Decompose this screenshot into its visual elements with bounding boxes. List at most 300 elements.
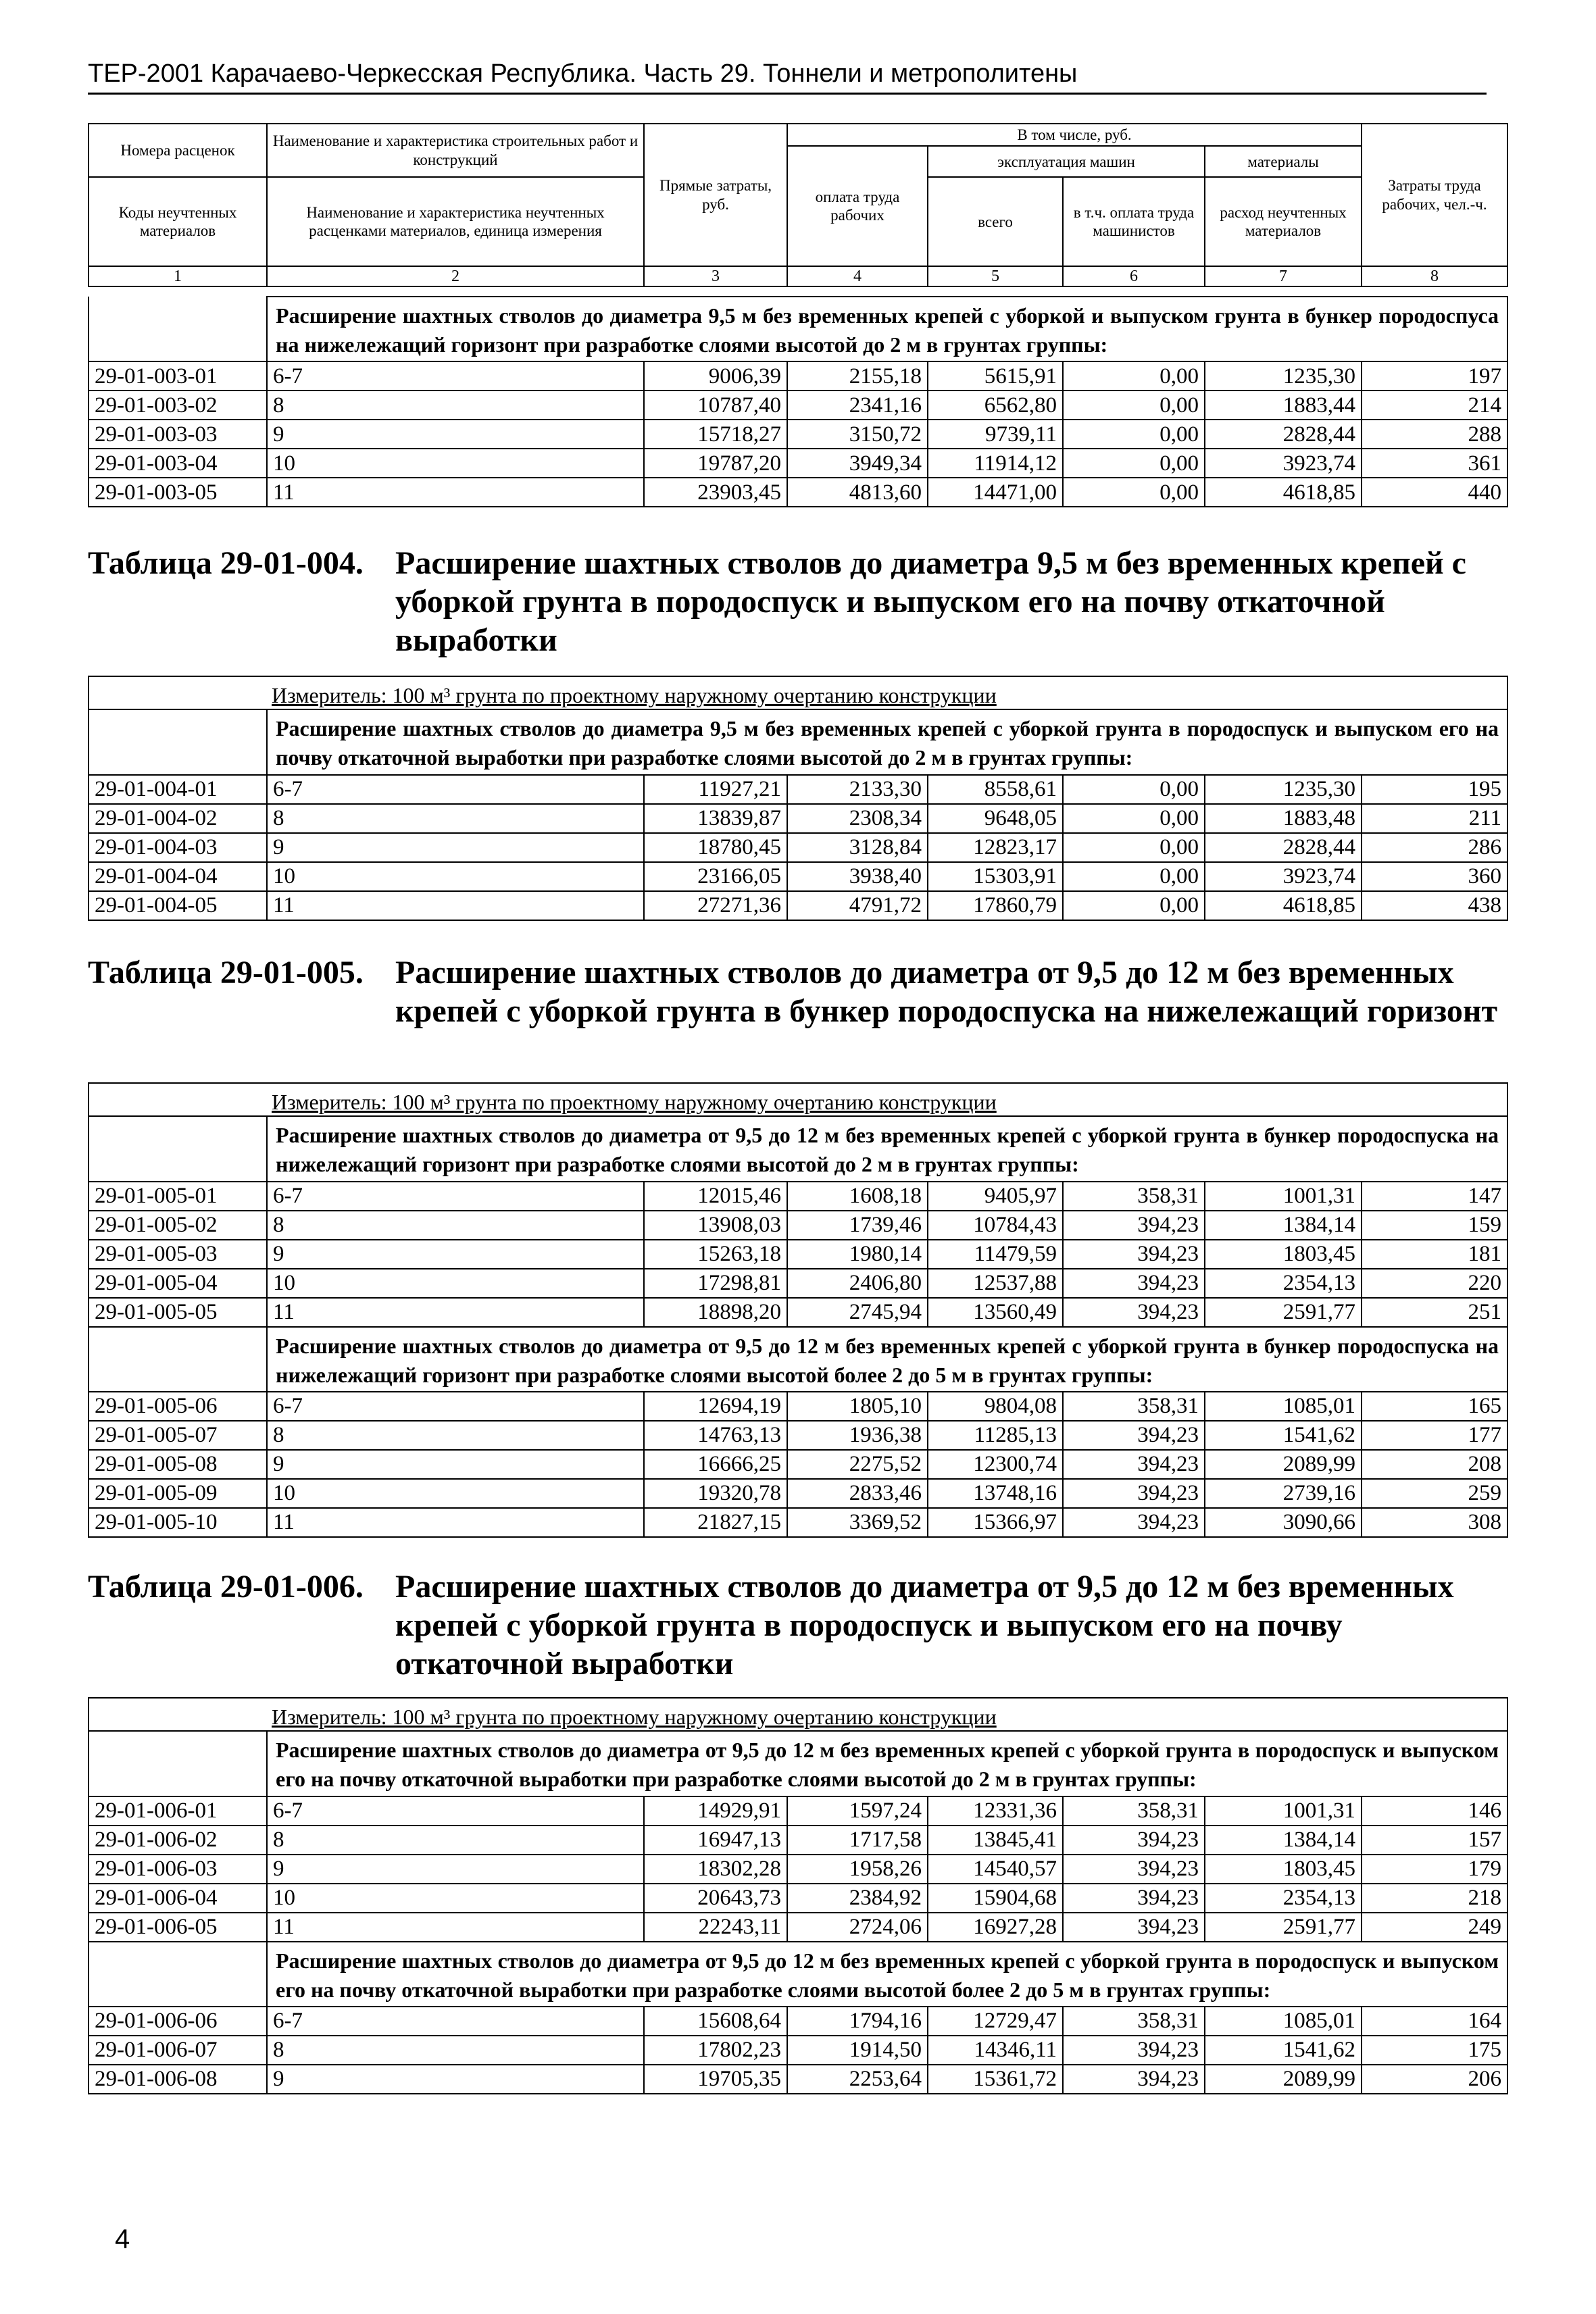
machine-total: 9405,97 [928,1182,1063,1211]
wage-cost: 3949,34 [787,449,928,478]
table-measure [89,1698,1507,1731]
machine-wage: 394,23 [1063,1508,1205,1537]
rate-code: 29-01-006-03 [89,1855,267,1884]
data-table [88,1082,1508,1538]
materials-cost: 2354,13 [1205,1269,1362,1298]
soil-group: 11 [267,478,644,507]
table-row [89,1508,1507,1537]
machine-total: 12300,74 [928,1450,1063,1479]
materials-cost: 1235,30 [1205,361,1362,391]
materials-cost: 1001,31 [1205,1796,1362,1826]
materials-cost: 1235,30 [1205,775,1362,804]
direct-cost: 23166,05 [644,862,787,891]
materials-cost: 1085,01 [1205,2007,1362,2036]
table-29-01-006 [88,1697,1507,2094]
soil-group: 10 [267,1479,644,1508]
direct-cost: 18302,28 [644,1855,787,1884]
table-row [89,1240,1507,1269]
caption-spacer [89,1327,267,1392]
machine-wage: 394,23 [1063,1479,1205,1508]
machine-wage: 394,23 [1063,1913,1205,1942]
machine-total: 16927,28 [928,1913,1063,1942]
materials-cost: 3923,74 [1205,862,1362,891]
soil-group: 11 [267,1298,644,1327]
labor-hours: 146 [1362,1796,1507,1826]
materials-cost: 2828,44 [1205,833,1362,862]
col-num-3: 3 [644,266,787,286]
table-measure [89,676,1507,709]
table-title-004 [88,544,1507,659]
soil-group: 9 [267,1450,644,1479]
wage-cost: 3128,84 [787,833,928,862]
direct-cost: 23903,45 [644,478,787,507]
col-materials: материалы [1205,146,1362,177]
col-num-5: 5 [928,266,1063,286]
table-29-01-005 [88,1082,1507,1538]
table-title-006 [88,1567,1507,1683]
machine-wage: 0,00 [1063,891,1205,920]
rate-code: 29-01-005-01 [89,1182,267,1211]
machine-wage: 394,23 [1063,1421,1205,1450]
soil-group: 6-7 [267,1392,644,1421]
direct-cost: 15608,64 [644,2007,787,2036]
materials-cost: 1541,62 [1205,2036,1362,2065]
table-row [89,833,1507,862]
materials-cost: 1384,14 [1205,1826,1362,1855]
soil-group: 11 [267,891,644,920]
rate-code: 29-01-006-01 [89,1796,267,1826]
table-row [89,1298,1507,1327]
machine-wage: 358,31 [1063,1796,1205,1826]
table-row [89,1796,1507,1826]
wage-cost: 2275,52 [787,1450,928,1479]
table-row [89,1479,1507,1508]
machine-wage: 394,23 [1063,1855,1205,1884]
table-row [89,1450,1507,1479]
rate-code: 29-01-005-03 [89,1240,267,1269]
measure-text: Измеритель: 100 м³ грунта по проектному наружному очертанию конструкции [272,1090,997,1114]
machine-wage: 394,23 [1063,2065,1205,2094]
table-29-01-004 [88,676,1507,921]
soil-group: 8 [267,1826,644,1855]
wage-cost: 1805,10 [787,1392,928,1421]
wage-cost: 1608,18 [787,1182,928,1211]
measure-text: Измеритель: 100 м³ грунта по проектному наружному очертанию конструкции [272,683,997,707]
wage-cost: 4813,60 [787,478,928,507]
col-num-2: 2 [267,266,644,286]
table-row [89,1421,1507,1450]
materials-cost: 2739,16 [1205,1479,1362,1508]
machine-wage: 0,00 [1063,833,1205,862]
direct-cost: 13839,87 [644,804,787,833]
wage-cost: 1597,24 [787,1796,928,1826]
machine-wage: 394,23 [1063,1211,1205,1240]
machine-wage: 358,31 [1063,2007,1205,2036]
col-mat-expense: расход неучтенных материалов [1205,177,1362,266]
machine-wage: 394,23 [1063,1298,1205,1327]
rate-code: 29-01-006-02 [89,1826,267,1855]
table-row [89,891,1507,920]
direct-cost: 18898,20 [644,1298,787,1327]
wage-cost: 1958,26 [787,1855,928,1884]
direct-cost: 12015,46 [644,1182,787,1211]
labor-hours: 308 [1362,1508,1507,1537]
col-mach-wage: в т.ч. оплата труда машинистов [1063,177,1205,266]
col-machines: эксплуатация машин [928,146,1205,177]
direct-cost: 16666,25 [644,1450,787,1479]
wage-cost: 2406,80 [787,1269,928,1298]
caption-spacer [89,1731,267,1796]
machine-total: 11285,13 [928,1421,1063,1450]
materials-cost: 1803,45 [1205,1240,1362,1269]
machine-total: 9739,11 [928,420,1063,449]
direct-cost: 27271,36 [644,891,787,920]
labor-hours: 440 [1362,478,1507,507]
rate-code: 29-01-003-05 [89,478,267,507]
direct-cost: 20643,73 [644,1884,787,1913]
machine-total: 12729,47 [928,2007,1063,2036]
column-header-table [88,123,1508,287]
group-caption: Расширение шахтных стволов до диаметра 9,5 м без временных крепей с уборкой и выпуском грунта в бункер породоспуса на нижележащий горизонт при разработке слоями высотой до 2 м в грунтах группы: [267,297,1507,361]
wage-cost: 1717,58 [787,1826,928,1855]
rate-code: 29-01-005-08 [89,1450,267,1479]
wage-cost: 2341,16 [787,391,928,420]
wage-cost: 2724,06 [787,1913,928,1942]
soil-group: 9 [267,420,644,449]
machine-total: 13748,16 [928,1479,1063,1508]
wage-cost: 3369,52 [787,1508,928,1537]
labor-hours: 157 [1362,1826,1507,1855]
wage-cost: 1914,50 [787,2036,928,2065]
table-title-005 [88,953,1507,1030]
table-row [89,1392,1507,1421]
machine-total: 12537,88 [928,1269,1063,1298]
soil-group: 6-7 [267,2007,644,2036]
machine-total: 15303,91 [928,862,1063,891]
table-row [89,1211,1507,1240]
col-code-top: Номера расценок [89,124,267,177]
table-heading-004: Расширение шахтных стволов до диаметра 9,5 м без временных крепей с уборкой грунта в породоспуск и выпуском его на почву откаточной выработки [395,545,1466,658]
materials-cost: 1883,44 [1205,391,1362,420]
group-caption: Расширение шахтных стволов до диаметра от 9,5 до 12 м без временных крепей с уборкой грунта в бункер породоспуска на нижележащий горизонт при разработке слоями высотой до 2 м в грунтах группы: [267,1116,1507,1181]
machine-wage: 394,23 [1063,1240,1205,1269]
rate-code: 29-01-003-03 [89,420,267,449]
soil-group: 8 [267,1421,644,1450]
rate-code: 29-01-005-02 [89,1211,267,1240]
table-29-01-003 [88,296,1507,507]
labor-hours: 249 [1362,1913,1507,1942]
direct-cost: 22243,11 [644,1913,787,1942]
table-heading-006: Расширение шахтных стволов до диаметра от 9,5 до 12 м без временных крепей с уборкой грунта в породоспуск и выпуском его на почву откаточной выработки [395,1569,1454,1682]
table-heading-005: Расширение шахтных стволов до диаметра от 9,5 до 12 м без временных крепей с уборкой грунта в бункер породоспуска на нижележащий горизонт [395,955,1498,1029]
materials-cost: 1085,01 [1205,1392,1362,1421]
labor-hours: 220 [1362,1269,1507,1298]
caption-spacer [89,1942,267,2007]
materials-cost: 4618,85 [1205,478,1362,507]
soil-group: 10 [267,1884,644,1913]
table-row [89,804,1507,833]
machine-wage: 0,00 [1063,862,1205,891]
col-num-6: 6 [1063,266,1205,286]
col-direct: Прямые затраты, руб. [644,124,787,266]
direct-cost: 21827,15 [644,1508,787,1537]
col-name-top: Наименование и характеристика строительных работ и конструкций [267,124,644,177]
machine-total: 13845,41 [928,1826,1063,1855]
labor-hours: 288 [1362,420,1507,449]
group-caption: Расширение шахтных стволов до диаметра от 9,5 до 12 м без временных крепей с уборкой грунта в породоспуск и выпуском его на почву откаточной выработки при разработке слоями высотой до 2 м в грунтах группы: [267,1731,1507,1796]
caption-spacer [89,297,267,361]
direct-cost: 16947,13 [644,1826,787,1855]
rate-code: 29-01-003-02 [89,391,267,420]
measure-text: Измеритель: 100 м³ грунта по проектному наружному очертанию конструкции [272,1705,997,1729]
soil-group: 6-7 [267,1182,644,1211]
labor-hours: 360 [1362,862,1507,891]
machine-total: 14346,11 [928,2036,1063,2065]
soil-group: 10 [267,862,644,891]
rate-code: 29-01-004-03 [89,833,267,862]
machine-wage: 0,00 [1063,775,1205,804]
labor-hours: 286 [1362,833,1507,862]
machine-total: 12331,36 [928,1796,1063,1826]
materials-cost: 4618,85 [1205,891,1362,920]
table-row [89,1855,1507,1884]
soil-group: 9 [267,2065,644,2094]
rate-code: 29-01-005-10 [89,1508,267,1537]
data-table [88,1697,1508,2094]
rate-code: 29-01-004-02 [89,804,267,833]
materials-cost: 1001,31 [1205,1182,1362,1211]
machine-total: 15361,72 [928,2065,1063,2094]
labor-hours: 179 [1362,1855,1507,1884]
direct-cost: 14763,13 [644,1421,787,1450]
machine-total: 8558,61 [928,775,1063,804]
machine-total: 17860,79 [928,891,1063,920]
col-labor: Затраты труда рабочих, чел.-ч. [1362,124,1507,266]
labor-hours: 181 [1362,1240,1507,1269]
machine-wage: 358,31 [1063,1182,1205,1211]
rate-code: 29-01-005-04 [89,1269,267,1298]
table-row [89,2007,1507,2036]
materials-cost: 1883,48 [1205,804,1362,833]
direct-cost: 12694,19 [644,1392,787,1421]
group-caption: Расширение шахтных стволов до диаметра от 9,5 до 12 м без временных крепей с уборкой грунта в породоспуск и выпуском его на почву откаточной выработки при разработке слоями высотой более 2 до 5 м в грунтах группы: [267,1942,1507,2007]
col-mach-total: всего [928,177,1063,266]
table-label-006: Таблица 29-01-006. [88,1569,364,1605]
rate-code: 29-01-004-04 [89,862,267,891]
rate-code: 29-01-006-05 [89,1913,267,1942]
labor-hours: 218 [1362,1884,1507,1913]
labor-hours: 361 [1362,449,1507,478]
machine-total: 11479,59 [928,1240,1063,1269]
labor-hours: 206 [1362,2065,1507,2094]
direct-cost: 19787,20 [644,449,787,478]
direct-cost: 19320,78 [644,1479,787,1508]
labor-hours: 208 [1362,1450,1507,1479]
wage-cost: 2833,46 [787,1479,928,1508]
machine-total: 9648,05 [928,804,1063,833]
rate-code: 29-01-005-07 [89,1421,267,1450]
table-row [89,1269,1507,1298]
rate-code: 29-01-006-07 [89,2036,267,2065]
soil-group: 9 [267,1240,644,1269]
group-caption: Расширение шахтных стволов до диаметра от 9,5 до 12 м без временных крепей с уборкой грунта в бункер породоспуска на нижележащий горизонт при разработке слоями высотой более 2 до 5 м в грунтах группы: [267,1327,1507,1392]
materials-cost: 3923,74 [1205,449,1362,478]
rate-code: 29-01-005-09 [89,1479,267,1508]
machine-total: 14471,00 [928,478,1063,507]
data-table [88,296,1508,507]
wage-cost: 1980,14 [787,1240,928,1269]
direct-cost: 17802,23 [644,2036,787,2065]
materials-cost: 2089,99 [1205,1450,1362,1479]
labor-hours: 197 [1362,361,1507,391]
machine-total: 9804,08 [928,1392,1063,1421]
materials-cost: 1803,45 [1205,1855,1362,1884]
table-row [89,1884,1507,1913]
labor-hours: 164 [1362,2007,1507,2036]
machine-total: 5615,91 [928,361,1063,391]
page-number: 4 [115,2224,130,2254]
materials-cost: 2828,44 [1205,420,1362,449]
machine-total: 6562,80 [928,391,1063,420]
machine-wage: 394,23 [1063,1884,1205,1913]
rate-code: 29-01-006-04 [89,1884,267,1913]
col-num-1: 1 [89,266,267,286]
soil-group: 10 [267,1269,644,1298]
table-label-004: Таблица 29-01-004. [88,545,364,581]
materials-cost: 1541,62 [1205,1421,1362,1450]
soil-group: 6-7 [267,1796,644,1826]
wage-cost: 2133,30 [787,775,928,804]
rate-code: 29-01-006-08 [89,2065,267,2094]
wage-cost: 4791,72 [787,891,928,920]
machine-total: 10784,43 [928,1211,1063,1240]
table-row [89,391,1507,420]
table-label-005: Таблица 29-01-005. [88,955,364,990]
machine-wage: 394,23 [1063,1826,1205,1855]
wage-cost: 3938,40 [787,862,928,891]
materials-cost: 3090,66 [1205,1508,1362,1537]
soil-group: 8 [267,391,644,420]
data-table [88,676,1508,921]
rate-code: 29-01-003-04 [89,449,267,478]
rate-code: 29-01-004-05 [89,891,267,920]
group-caption: Расширение шахтных стволов до диаметра 9,5 м без временных крепей с уборкой грунта в породоспуск и выпуском его на почву откаточной выработки при разработке слоями высотой до 2 м в грунтах группы: [267,709,1507,774]
caption-spacer [89,709,267,774]
direct-cost: 9006,39 [644,361,787,391]
machine-wage: 358,31 [1063,1392,1205,1421]
direct-cost: 15263,18 [644,1240,787,1269]
table-row [89,1913,1507,1942]
soil-group: 11 [267,1508,644,1537]
machine-wage: 394,23 [1063,1269,1205,1298]
machine-wage: 0,00 [1063,478,1205,507]
table-row [89,775,1507,804]
machine-wage: 0,00 [1063,361,1205,391]
soil-group: 8 [267,2036,644,2065]
labor-hours: 165 [1362,1392,1507,1421]
rate-code: 29-01-004-01 [89,775,267,804]
machine-total: 15366,97 [928,1508,1063,1537]
col-name-bottom: Наименование и характеристика неучтенных расценками материалов, единица измерения [267,177,644,266]
machine-total: 11914,12 [928,449,1063,478]
page-header: ТЕР-2001 Карачаево-Черкесская Республика. Часть 29. Тоннели и метрополитены [88,59,1487,95]
labor-hours: 175 [1362,2036,1507,2065]
col-num-4: 4 [787,266,928,286]
machine-wage: 0,00 [1063,391,1205,420]
machine-wage: 0,00 [1063,804,1205,833]
labor-hours: 147 [1362,1182,1507,1211]
soil-group: 9 [267,1855,644,1884]
wage-cost: 2745,94 [787,1298,928,1327]
machine-wage: 394,23 [1063,2036,1205,2065]
materials-cost: 2089,99 [1205,2065,1362,2094]
rate-code: 29-01-005-05 [89,1298,267,1327]
wage-cost: 1936,38 [787,1421,928,1450]
direct-cost: 10787,40 [644,391,787,420]
table-row [89,2036,1507,2065]
table-row [89,1826,1507,1855]
labor-hours: 214 [1362,391,1507,420]
table-row [89,862,1507,891]
soil-group: 6-7 [267,775,644,804]
labor-hours: 259 [1362,1479,1507,1508]
labor-hours: 251 [1362,1298,1507,1327]
direct-cost: 17298,81 [644,1269,787,1298]
machine-total: 14540,57 [928,1855,1063,1884]
table-measure [89,1083,1507,1116]
labor-hours: 211 [1362,804,1507,833]
soil-group: 6-7 [267,361,644,391]
labor-hours: 159 [1362,1211,1507,1240]
materials-cost: 2591,77 [1205,1298,1362,1327]
direct-cost: 15718,27 [644,420,787,449]
labor-hours: 177 [1362,1421,1507,1450]
table-row [89,449,1507,478]
rate-code: 29-01-005-06 [89,1392,267,1421]
col-num-8: 8 [1362,266,1507,286]
wage-cost: 1739,46 [787,1211,928,1240]
rate-code: 29-01-003-01 [89,361,267,391]
direct-cost: 19705,35 [644,2065,787,2094]
table-row [89,361,1507,391]
materials-cost: 1384,14 [1205,1211,1362,1240]
wage-cost: 2253,64 [787,2065,928,2094]
wage-cost: 2155,18 [787,361,928,391]
table-row [89,478,1507,507]
direct-cost: 14929,91 [644,1796,787,1826]
machine-total: 13560,49 [928,1298,1063,1327]
col-incl: В том числе, руб. [787,124,1362,146]
machine-wage: 0,00 [1063,420,1205,449]
machine-wage: 0,00 [1063,449,1205,478]
wage-cost: 2308,34 [787,804,928,833]
wage-cost: 2384,92 [787,1884,928,1913]
machine-wage: 394,23 [1063,1450,1205,1479]
labor-hours: 438 [1362,891,1507,920]
machine-total: 12823,17 [928,833,1063,862]
col-code-bottom: Коды неучтенных материалов [89,177,267,266]
labor-hours: 195 [1362,775,1507,804]
wage-cost: 1794,16 [787,2007,928,2036]
col-wage: оплата труда рабочих [787,146,928,266]
soil-group: 8 [267,804,644,833]
table-row [89,2065,1507,2094]
soil-group: 10 [267,449,644,478]
rate-code: 29-01-006-06 [89,2007,267,2036]
table-row [89,420,1507,449]
wage-cost: 3150,72 [787,420,928,449]
direct-cost: 11927,21 [644,775,787,804]
